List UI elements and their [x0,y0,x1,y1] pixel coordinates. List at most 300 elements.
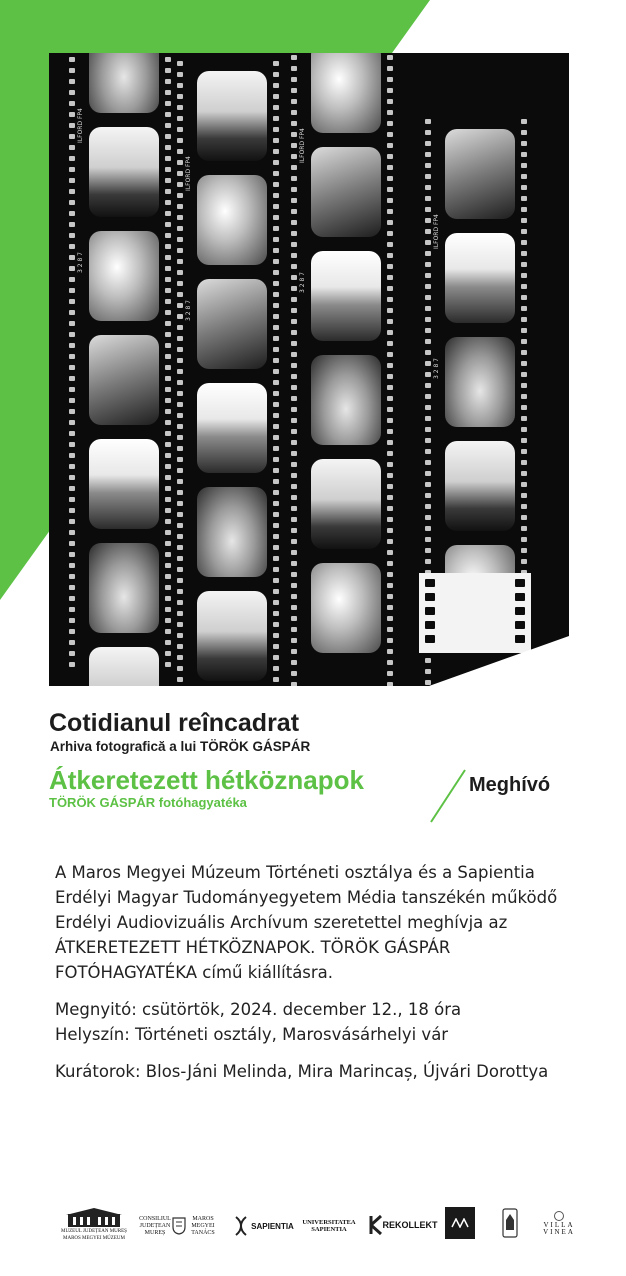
sprocket-hole [273,61,279,66]
sprocket-hole [425,460,431,465]
sprocket-hole [521,130,527,135]
sprocket-hole [69,574,75,579]
sprocket-hole [69,134,75,139]
sprocket-hole [273,545,279,550]
sprocket-hole [69,112,75,117]
sprocket-hole [177,490,183,495]
sprocket-hole [291,110,297,115]
sprocket-hole [425,504,431,509]
sprocket-hole [425,284,431,289]
sprocket-hole [273,435,279,440]
sprocket-hole [291,231,297,236]
sprocket-hole [425,196,431,201]
leader-hole [425,607,435,615]
sprocket-hole [291,143,297,148]
sprocket-hole [387,264,393,269]
sprocket-hole [425,526,431,531]
sprocket-hole [425,119,431,124]
sprocket-hole [273,677,279,682]
film-frame [89,335,159,425]
sprocket-hole [291,209,297,214]
sapientia-emblem-icon [234,1215,248,1237]
sprocket-hole [387,143,393,148]
sprocket-hole [273,182,279,187]
sprocket-hole [273,138,279,143]
sprocket-hole [177,380,183,385]
sprocket-hole [387,616,393,621]
film-frame [311,563,381,653]
sprocket-hole [387,341,393,346]
sprocket-hole [425,317,431,322]
sprocket-hole [425,449,431,454]
sprocket-hole [291,176,297,181]
sprocket-hole [177,633,183,638]
villa-name: VILLA VINEA [543,1221,575,1236]
sprocket-hole [425,350,431,355]
sprocket-hole [387,583,393,588]
sprocket-hole [291,418,297,423]
film-frame [89,53,159,113]
sprocket-hole [425,240,431,245]
sprocket-hole [273,270,279,275]
sprocket-hole [273,336,279,341]
museum-name: MUZEUL JUDEȚEAN MUREȘ [61,1229,127,1234]
sprocket-hole [387,484,393,489]
sprocket-hole [291,561,297,566]
sprocket-hole [69,156,75,161]
sprocket-hole [387,396,393,401]
sprocket-hole [69,277,75,282]
sprocket-hole [387,671,393,676]
sprocket-hole [273,600,279,605]
sprocket-hole [69,530,75,535]
film-edge-label: ILFORD FP4 [77,108,84,143]
sprocket-hole [273,534,279,539]
sprocket-hole [291,385,297,390]
sprocket-hole [387,495,393,500]
sprocket-hole [273,380,279,385]
sprocket-hole [177,677,183,682]
sprocket-hole [177,424,183,429]
sprocket-hole [425,405,431,410]
sprocket-hole [387,220,393,225]
sprocket-hole [177,94,183,99]
sprocket-hole [387,165,393,170]
sprocket-hole [291,88,297,93]
sprocket-hole [291,616,297,621]
sprocket-hole [177,523,183,528]
sprocket-hole [273,237,279,242]
museum-building-icon [66,1208,122,1228]
sprocket-hole [387,330,393,335]
sprocket-hole [273,127,279,132]
sprocket-hole [387,121,393,126]
sprocket-hole [273,215,279,220]
sprocket-hole [69,618,75,623]
sprocket-hole [69,211,75,216]
sprocket-hole [177,226,183,231]
sprocket-hole [387,99,393,104]
sprocket-hole [521,141,527,146]
sprocket-hole [177,666,183,671]
sprocket-hole [291,374,297,379]
sprocket-hole [291,187,297,192]
villa-vinea-logo [528,1207,590,1239]
sapientia-name: SAPIENTIA [251,1221,294,1231]
sprocket-hole [521,383,527,388]
venue-line: Helyszín: Történeti osztály, Marosvásárhelyi vár [55,1025,449,1044]
sprocket-hole [177,545,183,550]
sprocket-hole [521,152,527,157]
film-frame [197,487,267,577]
sprocket-hole [425,163,431,168]
sprocket-hole [177,259,183,264]
sprocket-hole [387,176,393,181]
sprocket-hole [387,506,393,511]
sprocket-hole [69,662,75,667]
sprocket-hole [273,578,279,583]
museum-logo [60,1205,128,1245]
sprocket-hole [177,116,183,121]
sprocket-hole [177,644,183,649]
sprocket-hole [521,361,527,366]
sprocket-hole [69,464,75,469]
photo-archive-logo [445,1207,475,1239]
sprocket-hole [69,90,75,95]
sprocket-hole [69,57,75,62]
sprocket-hole [291,132,297,137]
sprocket-hole [69,79,75,84]
sprocket-hole [291,154,297,159]
sprocket-hole [387,407,393,412]
sprocket-hole [273,105,279,110]
sprocket-hole [69,497,75,502]
sprocket-holes [69,53,75,686]
sprocket-hole [425,427,431,432]
sprocket-hole [521,350,527,355]
sprocket-hole [177,534,183,539]
sprocket-hole [69,585,75,590]
sprocket-hole [273,633,279,638]
curators-line: Kurátorok: Blos-Jáni Melinda, Mira Marincaș, Újvári Dorottya [55,1062,549,1081]
sprocket-hole [69,409,75,414]
film-frame [89,439,159,529]
film-frame [197,71,267,161]
sprocket-hole [273,413,279,418]
sprocket-hole [177,600,183,605]
title-block [49,708,439,811]
sprocket-hole [291,440,297,445]
sprocket-hole [291,671,297,676]
sprocket-hole [387,594,393,599]
divider-slash [427,768,469,824]
sprocket-hole [273,171,279,176]
leader-hole [515,593,525,601]
sprocket-hole [291,264,297,269]
opening-info [55,997,575,1047]
sprocket-hole [177,457,183,462]
sprocket-hole [425,130,431,135]
film-edge-label: ILFORD FP4 [433,214,440,249]
sprocket-holes [387,53,393,686]
sprocket-hole [387,209,393,214]
sprocket-hole [273,116,279,121]
sprocket-hole [387,473,393,478]
sprocket-hole [425,416,431,421]
sprocket-hole [425,295,431,300]
sprocket-hole [69,442,75,447]
sprocket-hole [69,640,75,645]
sprocket-hole [521,207,527,212]
sprocket-hole [387,55,393,60]
film-edge-code: 3 2 8 7 [77,252,84,273]
film-edge-code: 3 2 8 7 [185,300,192,321]
sprocket-hole [69,354,75,359]
sprocket-hole [273,468,279,473]
sprocket-hole [177,468,183,473]
subtitle-hungarian: TÖRÖK GÁSPÁR fotóhagyatéka [49,795,247,810]
sprocket-hole [387,660,393,665]
sprocket-hole [291,517,297,522]
sprocket-hole [387,550,393,555]
sprocket-hole [273,292,279,297]
sprocket-hole [177,655,183,660]
sprocket-hole [291,242,297,247]
sprocket-hole [177,512,183,517]
sponsor-logos [60,1205,590,1255]
sprocket-hole [521,515,527,520]
sprocket-hole [291,473,297,478]
sprocket-hole [177,83,183,88]
sprocket-hole [177,325,183,330]
sprocket-hole [387,429,393,434]
coat-of-arms-icon [172,1217,186,1235]
film-strip [171,61,283,686]
sprocket-hole [273,611,279,616]
museum-name-hu: MAROS MEGYEI MÚZEUM [63,1236,125,1241]
sprocket-hole [387,154,393,159]
sprocket-hole [291,539,297,544]
sprocket-hole [425,471,431,476]
sprocket-hole [177,215,183,220]
sprocket-hole [521,229,527,234]
sprocket-hole [273,72,279,77]
sprocket-hole [521,438,527,443]
county-council-logo [134,1209,224,1243]
sprocket-hole [69,552,75,557]
film-frame [311,459,381,549]
sprocket-hole [273,193,279,198]
film-frame [445,233,515,323]
sprocket-hole [291,198,297,203]
sprocket-hole [425,152,431,157]
sprocket-hole [69,299,75,304]
sprocket-hole [291,165,297,170]
university-name: UNIVERSITATEA SAPIENTIA [302,1219,356,1233]
sprocket-hole [425,372,431,377]
sprocket-hole [521,185,527,190]
film-frame [89,647,159,686]
film-frame [311,251,381,341]
sprocket-hole [69,255,75,260]
sprocket-hole [425,339,431,344]
sprocket-hole [291,682,297,686]
sprocket-hole [521,339,527,344]
film-frame [445,337,515,427]
sprocket-hole [177,292,183,297]
sprocket-hole [273,644,279,649]
sprocket-hole [425,548,431,553]
sprocket-hole [69,244,75,249]
rekollekt-name: REKOLLEKT [382,1219,438,1230]
sprocket-hole [291,396,297,401]
sprocket-hole [177,446,183,451]
film-frame [197,591,267,681]
sprocket-hole [291,583,297,588]
sprocket-hole [177,281,183,286]
sprocket-hole [387,110,393,115]
sprocket-hole [387,517,393,522]
sprocket-hole [69,167,75,172]
rekollekt-icon [369,1214,383,1236]
leader-hole [515,621,525,629]
sprocket-hole [291,550,297,555]
sprocket-hole [387,462,393,467]
sprocket-hole [521,416,527,421]
film-frame [197,279,267,369]
sprocket-hole [273,589,279,594]
sprocket-hole [387,132,393,137]
sprocket-hole [69,343,75,348]
sprocket-hole [387,649,393,654]
sprocket-hole [177,270,183,275]
sprocket-hole [425,251,431,256]
film-frame [197,175,267,265]
sprocket-hole [177,589,183,594]
sprocket-hole [291,649,297,654]
sprocket-hole [177,402,183,407]
sprocket-hole [273,226,279,231]
sprocket-hole [69,486,75,491]
sprocket-hole [425,273,431,278]
sprocket-hole [387,638,393,643]
sprocket-hole [387,385,393,390]
sprocket-hole [273,160,279,165]
sprocket-hole [387,319,393,324]
sprocket-hole [387,374,393,379]
film-frame [89,543,159,633]
rekollekt-logo [364,1209,442,1241]
sprocket-hole [291,286,297,291]
sprocket-hole [69,68,75,73]
sprocket-hole [273,281,279,286]
sprocket-hole [291,319,297,324]
sprocket-hole [291,297,297,302]
sprocket-hole [521,471,527,476]
sprocket-hole [291,506,297,511]
sprocket-hole [177,622,183,627]
sprocket-hole [177,193,183,198]
sprocket-hole [69,629,75,634]
film-frame [89,231,159,321]
sprocket-hole [177,435,183,440]
sprocket-hole [425,559,431,564]
sprocket-hole [291,495,297,500]
sprocket-hole [69,178,75,183]
council-ro: CONSILIUL JUDEȚEAN MUREȘ [139,1215,171,1236]
sprocket-hole [177,61,183,66]
invitation-text [55,860,575,1096]
sprocket-hole [273,325,279,330]
sprocket-hole [273,424,279,429]
sprocket-hole [177,611,183,616]
sprocket-hole [177,248,183,253]
sprocket-hole [521,427,527,432]
sprocket-hole [387,286,393,291]
sprocket-hole [291,330,297,335]
sprocket-hole [521,295,527,300]
sprocket-hole [273,369,279,374]
sprocket-hole [177,314,183,319]
sprocket-hole [273,666,279,671]
sprocket-hole [387,528,393,533]
sprocket-hole [273,94,279,99]
sprocket-hole [177,149,183,154]
sprocket-hole [177,578,183,583]
sprocket-hole [177,303,183,308]
sprocket-hole [69,475,75,480]
sprocket-hole [69,398,75,403]
sprocket-hole [387,572,393,577]
sprocket-hole [69,233,75,238]
sprocket-hole [425,383,431,388]
sprocket-hole [291,660,297,665]
sprocket-hole [177,336,183,341]
sprocket-hole [273,314,279,319]
sprocket-hole [69,310,75,315]
sprocket-hole [425,185,431,190]
sprocket-hole [273,523,279,528]
church-icon [502,1208,518,1238]
sprocket-hole [387,363,393,368]
film-frame [311,147,381,237]
film-strip [63,53,175,686]
sprocket-hole [177,182,183,187]
sprocket-hole [69,145,75,150]
sprocket-hole [177,567,183,572]
sprocket-hole [177,369,183,374]
sprocket-hole [387,451,393,456]
sprocket-hole [69,332,75,337]
archive-mark-icon [451,1218,469,1228]
sprocket-hole [291,363,297,368]
invitation-paragraph: A Maros Megyei Múzeum Történeti osztálya és a Sapientia Erdélyi Magyar Tudományegyetem Média tanszékén működő Erdélyi Audiovizuális Archívum szeretettel meghívja az ÁTKERETEZETT HÉTKÖZNAPOK. TÖRÖK GÁSPÁR FOTÓHAGYATÉKA című kiállításra. [55,863,558,982]
sprocket-hole [69,200,75,205]
film-edge-code: 3 2 8 7 [433,358,440,379]
sprocket-hole [273,358,279,363]
sprocket-hole [177,105,183,110]
sprocket-hole [273,149,279,154]
sprocket-hole [177,413,183,418]
sprocket-hole [425,515,431,520]
sprocket-hole [177,171,183,176]
sprocket-hole [291,627,297,632]
sprocket-hole [387,187,393,192]
leader-hole [515,607,525,615]
sprocket-hole [69,387,75,392]
sprocket-hole [425,306,431,311]
sprocket-hole [521,218,527,223]
